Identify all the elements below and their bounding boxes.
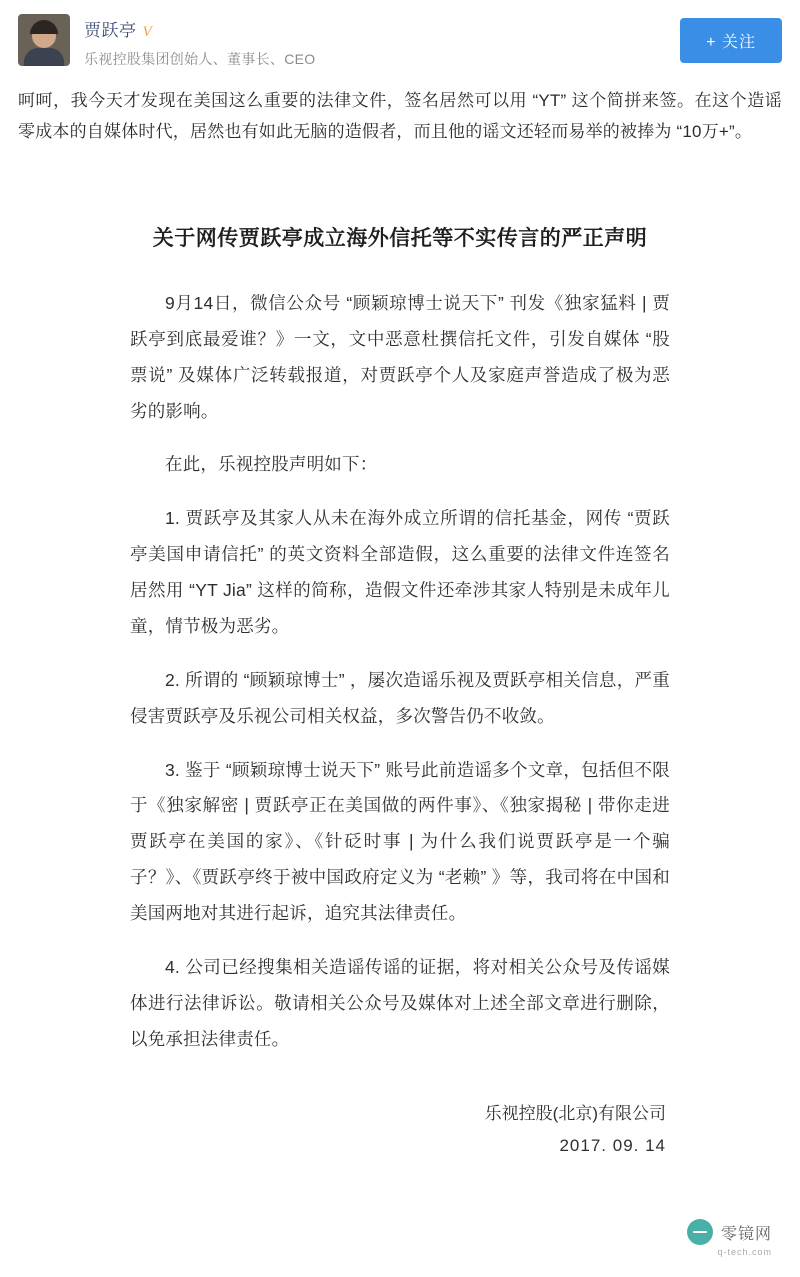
watermark	[626, 1215, 786, 1255]
statement-paragraph: 在此，乐视控股声明如下：	[165, 454, 378, 475]
verified-badge-icon: V	[142, 24, 152, 40]
user-name-line	[84, 16, 782, 41]
avatar-hair-shape	[30, 20, 58, 34]
user-meta	[84, 14, 782, 69]
signature-date: 2017. 09. 14	[559, 1135, 666, 1155]
statement-card	[8, 162, 792, 1172]
statement-signature	[8, 1098, 792, 1163]
avatar[interactable]	[18, 14, 70, 66]
watermark-logo-icon	[687, 1219, 713, 1245]
watermark-text: 零镜网	[720, 1225, 772, 1243]
statement-paragraph: 3. 鉴于 “顾颖琼博士说天下” 账号此前造谣多个文章，包括但不限于《独家解密 | 贾跃亭正在美国做的两件事》、《独家揭秘 | 带你走进贾跃亭在美国的家》、《针砭时事 | 为什么我们说贾跃亭是一个骗子？》、《贾跃亭终于被中国政府定义为 “老赖” 》等，我司将在中国和美国两地对其进行起诉，追究其法律责任。	[130, 759, 670, 923]
post-header	[0, 0, 800, 79]
statement-body	[8, 286, 792, 1058]
user-description: 乐视控股集团创始人、董事长、CEO	[84, 51, 316, 67]
statement-title: 关于网传贾跃亭成立海外信托等不实传言的严正声明	[152, 226, 648, 250]
watermark-subtext: q-tech.com	[717, 1247, 772, 1257]
avatar-body-shape	[24, 48, 64, 66]
statement-paragraph: 1. 贾跃亭及其家人从未在海外成立所谓的信托基金，网传 “贾跃亭美国申请信托” 的英文资料全部造假，这么重要的法律文件连签名居然用 “YT Jia” 这样的简称，造假文件还牵涉其家人特别是未成年儿童，情节极为恶劣。	[130, 508, 670, 636]
watermark-inner	[687, 1219, 772, 1257]
statement-paragraph: 2. 所谓的 “顾颖琼博士” ，屡次造谣乐视及贾跃亭相关信息，严重侵害贾跃亭及乐视公司相关权益，多次警告仍不收敛。	[130, 669, 670, 726]
statement-paragraph: 9月14日，微信公众号 “顾颖琼博士说天下” 刊发《独家猛料 | 贾跃亭到底最爱谁？》一文，文中恶意杜撰信托文件，引发自媒体 “股票说” 及媒体广泛转载报道，对贾跃亭个人及家庭声誉造成了极为恶劣的影响。	[130, 292, 670, 421]
statement-paragraph: 4. 公司已经搜集相关造谣传谣的证据，将对相关公众号及传谣媒体进行法律诉讼。敬请相关公众号及媒体对上述全部文章进行删除，以免承担法律责任。	[130, 956, 670, 1049]
follow-button[interactable]: + 关注	[680, 18, 782, 63]
post-text: 呵呵，我今天才发现在美国这么重要的法律文件，签名居然可以用 “YT” 这个简拼来签。在这个造谣零成本的自媒体时代，居然也有如此无脑的造假者，而且他的谣文还轻而易举的被捧为 “10万+”。	[18, 91, 782, 142]
signer-name: 乐视控股(北京)有限公司	[484, 1103, 666, 1123]
user-name[interactable]: 贾跃亭	[84, 21, 137, 40]
